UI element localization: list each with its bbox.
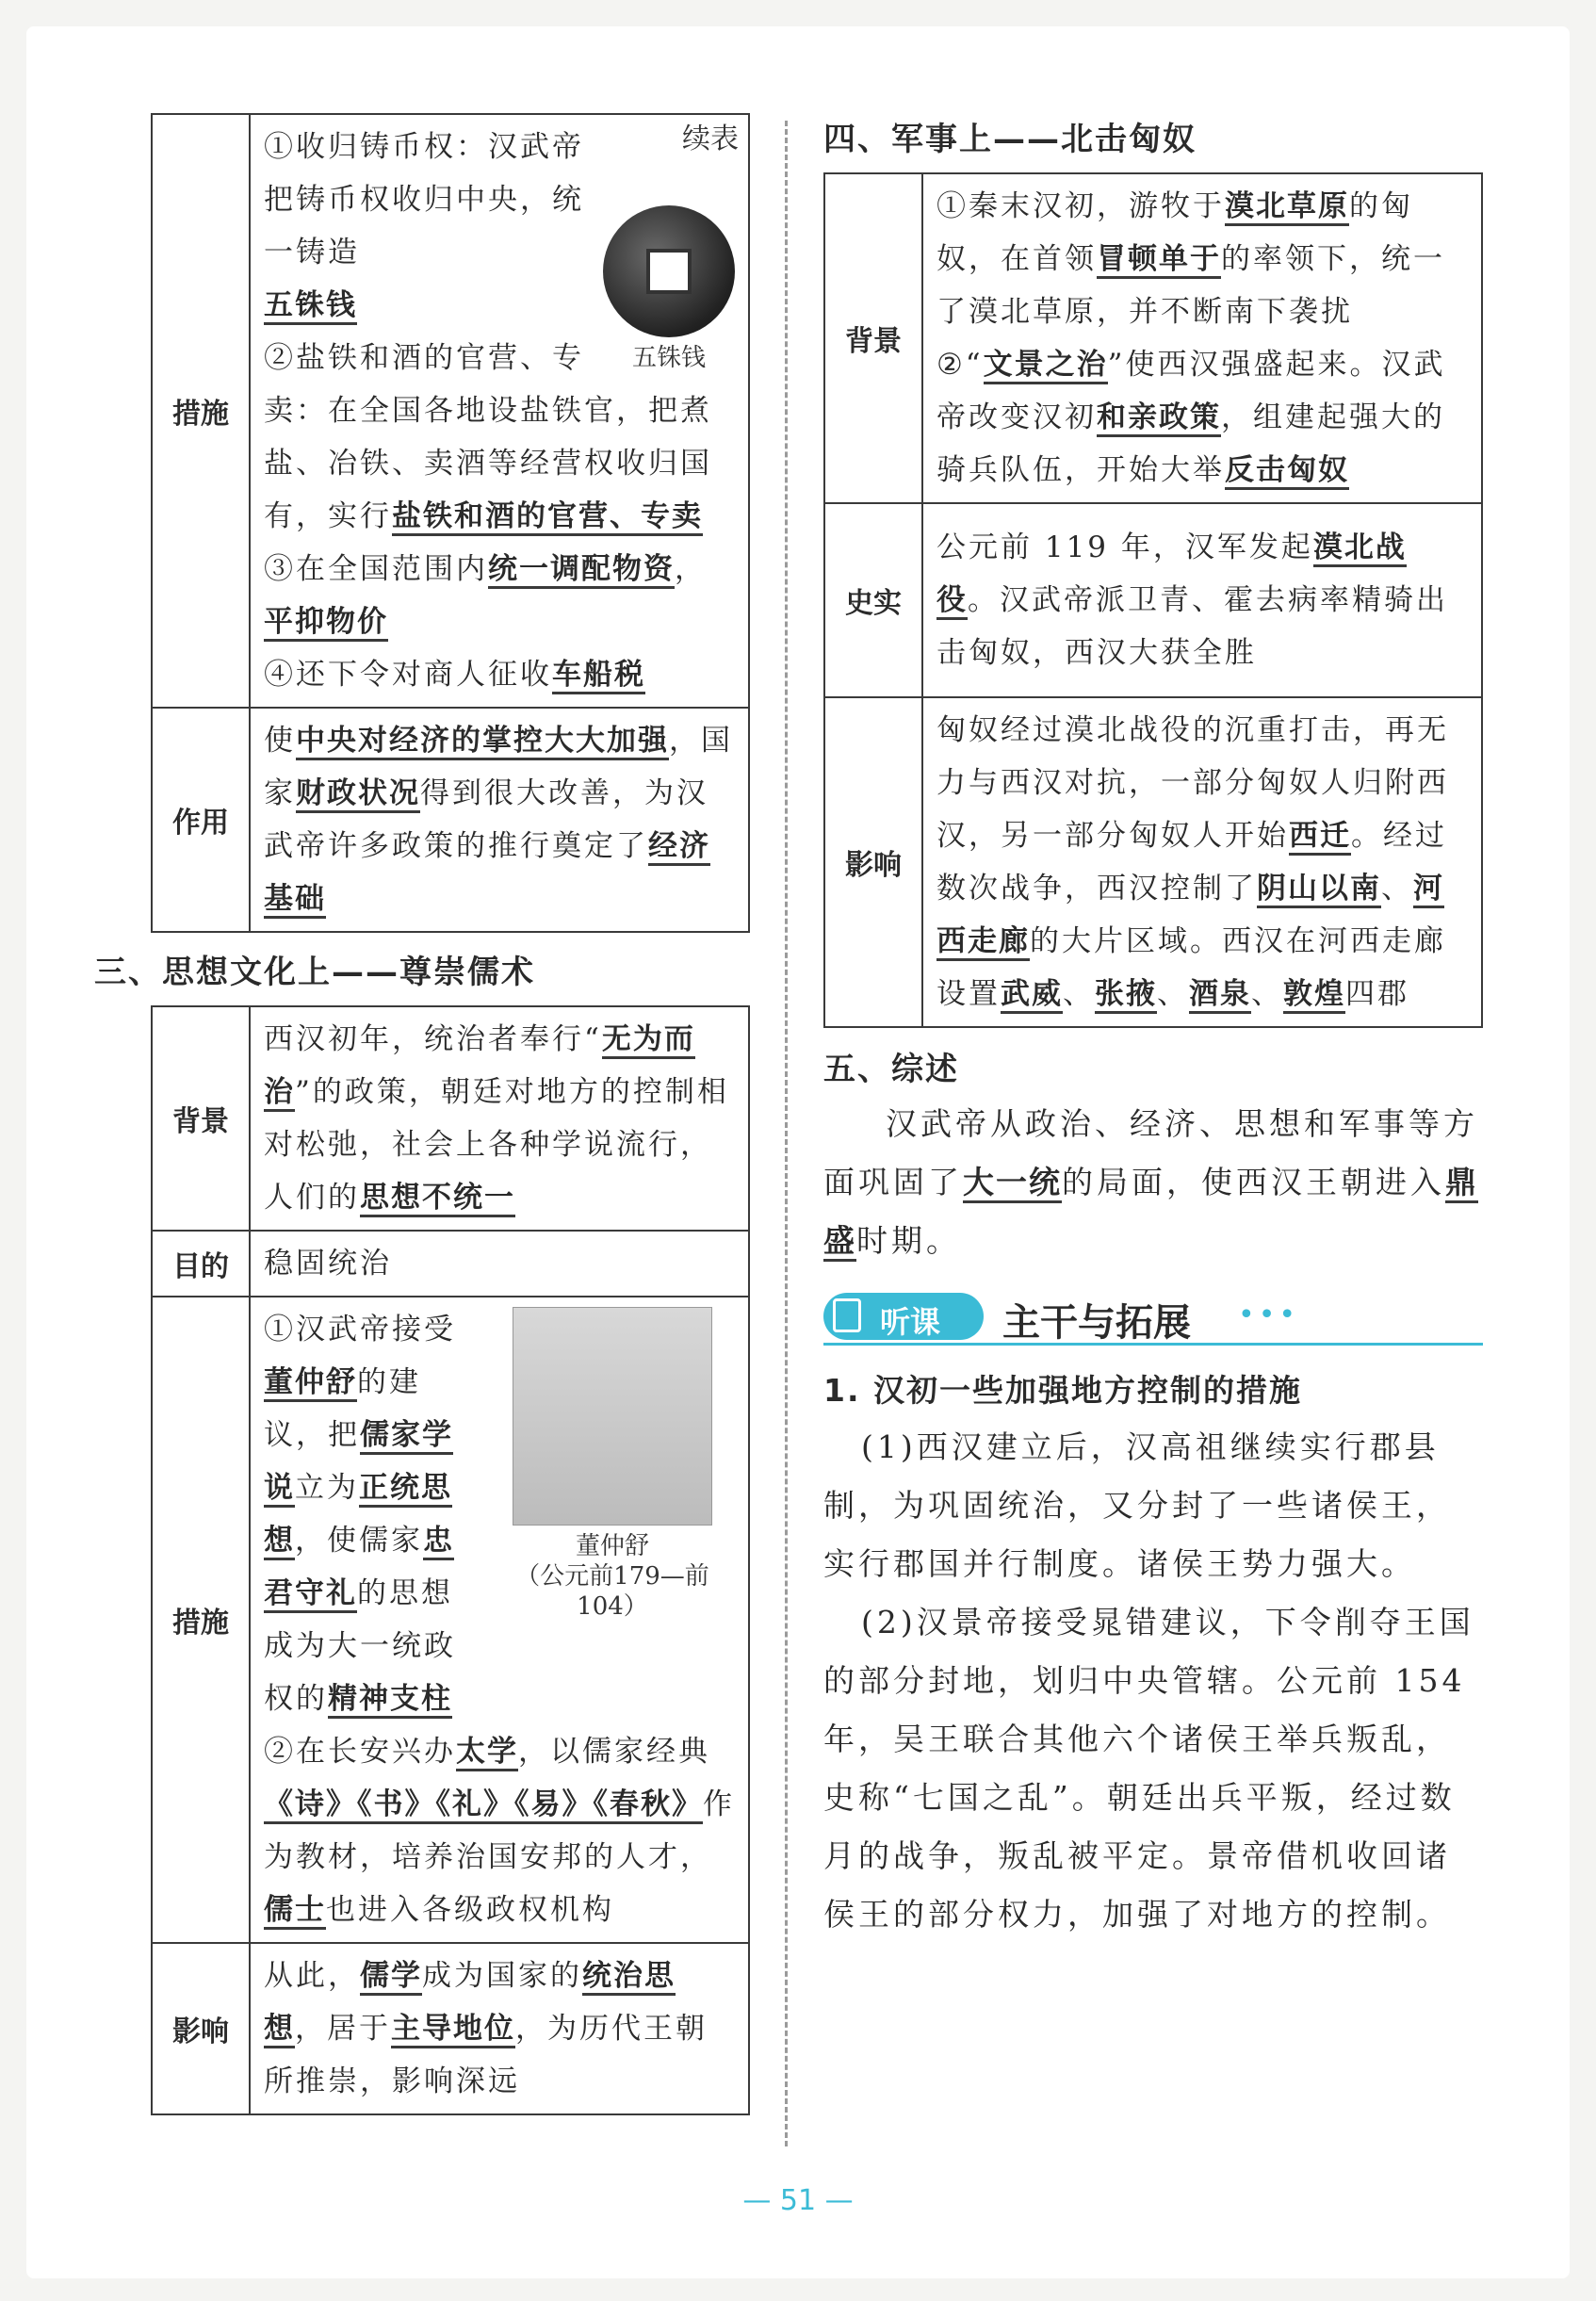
coin-image bbox=[603, 205, 735, 337]
continued-label: 续表 bbox=[682, 122, 739, 155]
keyword: 正统思想 bbox=[264, 1471, 452, 1560]
row-label-goal: 目的 bbox=[152, 1231, 250, 1297]
text: 也进入各级政权机构 bbox=[326, 1893, 614, 1927]
text: ②盐铁和酒的官营、专卖：在全国各地设盐铁官，把煮盐、冶铁、卖酒等经营权收归国有，实行 bbox=[264, 341, 712, 533]
keyword: 河西走廊 bbox=[936, 872, 1444, 961]
text: 、 bbox=[1381, 872, 1413, 906]
item1-paragraph-1: (1)西汉建立后，汉高祖继续实行郡县制，为巩固统治，又分封了一些诸侯王，实行郡国并行制度。诸侯王势力强大。 bbox=[823, 1428, 1451, 1582]
culture-impact bbox=[250, 1943, 749, 2114]
keyword: 儒家学说 bbox=[264, 1418, 453, 1508]
section4-title: 四、军事上——北击匈奴 bbox=[823, 121, 1197, 158]
text: ，居于 bbox=[295, 2012, 391, 2046]
row-label-background: 背景 bbox=[824, 173, 922, 503]
keyword: 统一调配物资 bbox=[488, 552, 675, 589]
text: 的局面，使西汉王朝进入 bbox=[1062, 1164, 1445, 1200]
keyword: 漠北战役 bbox=[936, 530, 1407, 620]
keyword: 太学 bbox=[456, 1735, 518, 1771]
keyword: 思想不统一 bbox=[360, 1181, 515, 1217]
coin-caption: 五铢钱 bbox=[631, 344, 706, 372]
text: 四郡 bbox=[1345, 977, 1409, 1011]
keyword: 武威 bbox=[1001, 977, 1063, 1014]
keyword: 五铢钱 bbox=[264, 288, 357, 325]
banner-title: 主干与拓展 bbox=[1002, 1301, 1191, 1345]
text: ，为历代王朝所推崇，影响深远 bbox=[264, 2012, 708, 2098]
keyword: 冒顿单于 bbox=[1097, 242, 1221, 279]
text: ，以儒家经典 bbox=[518, 1735, 710, 1769]
keyword: 反击匈奴 bbox=[1225, 453, 1349, 490]
document-icon bbox=[833, 1298, 861, 1332]
culture-background bbox=[250, 1006, 749, 1231]
military-impact bbox=[922, 697, 1482, 1027]
text: ，国家 bbox=[264, 724, 733, 810]
keyword: 儒士 bbox=[264, 1893, 326, 1930]
text: ①收归铸币权：汉武帝把铸币权收归中央，统一铸造 bbox=[264, 130, 584, 269]
text: ，使儒家 bbox=[295, 1524, 423, 1558]
text: ②在长安兴办 bbox=[264, 1735, 456, 1769]
text: 汉武帝从政治、经济、思想和军事等方面巩固了 bbox=[823, 1105, 1478, 1200]
economy-measures bbox=[250, 114, 749, 708]
portrait-years: （公元前179—前104） bbox=[515, 1562, 709, 1621]
banner-pill-label: 听课 bbox=[880, 1304, 941, 1340]
right-column bbox=[823, 113, 1483, 1944]
keyword: 车船税 bbox=[552, 658, 645, 694]
text: 、 bbox=[1063, 977, 1095, 1011]
text: ①秦末汉初，游牧于 bbox=[936, 189, 1225, 223]
keyword: 董仲舒 bbox=[264, 1365, 357, 1402]
section5-title: 五、综述 bbox=[823, 1051, 959, 1088]
keyword: 精神支柱 bbox=[328, 1682, 452, 1719]
keyword: 阴山以南 bbox=[1257, 872, 1381, 908]
keyword: 无为而治 bbox=[264, 1022, 695, 1112]
economy-table bbox=[151, 113, 750, 933]
text: 、 bbox=[1157, 977, 1189, 1011]
text: ①汉武帝接受 bbox=[264, 1313, 456, 1346]
portrait-figure bbox=[490, 1307, 735, 1622]
item1-paragraph-2: (2)汉景帝接受晁错建议，下令削夺王国的部分封地，划归中央管辖。公元前 154 年，吴王联合其他六个诸侯王举兵叛乱，史称“七国之乱”。朝廷出兵平叛，经过数月的战争，叛乱被平定。景帝借机收回诸侯王的部分权力，加强了对地方的控制。 bbox=[823, 1604, 1474, 1933]
summary-paragraph bbox=[823, 1095, 1483, 1270]
keyword: 盐铁和酒的官营、专卖 bbox=[392, 499, 703, 536]
text: 。汉武帝派卫青、霍去病率精骑出击匈奴，西汉大获全胜 bbox=[936, 583, 1448, 670]
row-label-background: 背景 bbox=[152, 1006, 250, 1231]
keyword: 统治思想 bbox=[264, 1959, 676, 2048]
keyword: 主导地位 bbox=[391, 2012, 515, 2048]
keyword: 儒学 bbox=[360, 1959, 422, 1996]
keyword: 酒泉 bbox=[1189, 977, 1251, 1014]
keyword: 平抑物价 bbox=[264, 605, 388, 642]
column-divider bbox=[785, 121, 788, 2146]
military-table bbox=[823, 172, 1483, 1028]
banner-dots: ••• bbox=[1238, 1298, 1300, 1331]
coin-figure bbox=[603, 205, 735, 373]
military-facts bbox=[922, 503, 1482, 697]
culture-table bbox=[151, 1005, 750, 2115]
text: 的思想成为大一统政权的 bbox=[264, 1576, 456, 1716]
text: 、 bbox=[1251, 977, 1283, 1011]
text: 从此， bbox=[264, 1959, 360, 1993]
text: 的匈奴，在首领 bbox=[936, 189, 1413, 276]
keyword: 财政状况 bbox=[296, 776, 420, 813]
keyword: 漠北草原 bbox=[1225, 189, 1349, 226]
text: ”的政策，朝廷对地方的控制相对松弛，社会上各种学说流行，人们的 bbox=[264, 1075, 729, 1215]
keyword: 大一统 bbox=[963, 1164, 1062, 1203]
keyword: 忠君守礼 bbox=[264, 1524, 454, 1613]
page-number: — 51 — bbox=[742, 2184, 854, 2217]
text: ，组建起强大的骑兵队伍，开始大举 bbox=[936, 400, 1445, 487]
keyword: 文景之治 bbox=[984, 348, 1108, 384]
left-column bbox=[94, 113, 750, 2115]
text: 。经过数次战争，西汉控制了 bbox=[936, 819, 1447, 906]
keyword: 鼎盛 bbox=[823, 1164, 1478, 1262]
keyword: 中央对经济的掌控大大加强 bbox=[296, 724, 669, 760]
row-label-impact: 影响 bbox=[152, 1943, 250, 2114]
text: 的大片区域。西汉在河西走廊设置 bbox=[936, 924, 1446, 1011]
text: 的率领下，统一了漠北草原，并不断南下袭扰 bbox=[936, 242, 1445, 329]
text: 作为教材，培养治国安邦的人才， bbox=[264, 1787, 735, 1874]
text: 匈奴经过漠北战役的沉重打击，再无力与西汉对抗，一部分匈奴人归附西汉，另一部分匈奴人开始 bbox=[936, 713, 1449, 853]
text: 的建议，把 bbox=[264, 1365, 421, 1452]
keyword: 和亲政策 bbox=[1097, 400, 1221, 437]
text: ”使西汉强盛起来。汉武帝改变汉初 bbox=[936, 348, 1446, 434]
text: ④还下令对商人征收 bbox=[264, 658, 552, 692]
item1-title: 1. 汉初一些加强地方控制的措施 bbox=[823, 1372, 1302, 1409]
section3-title: 三、思想文化上——尊崇儒术 bbox=[94, 954, 535, 991]
row-label-effect: 作用 bbox=[152, 708, 250, 932]
text: 得到很大改善，为汉武帝许多政策的推行奠定了 bbox=[264, 776, 708, 863]
keyword: 《诗》《书》《礼》《易》《春秋》 bbox=[264, 1787, 703, 1824]
row-label-measures: 措施 bbox=[152, 1297, 250, 1943]
text: 使 bbox=[264, 724, 296, 758]
text: 西汉初年，统治者奉行“ bbox=[264, 1022, 602, 1056]
keyword: 张掖 bbox=[1095, 977, 1157, 1014]
text: ③在全国范围内 bbox=[264, 552, 488, 586]
row-label-facts: 史实 bbox=[824, 503, 922, 697]
text: ②“ bbox=[936, 348, 984, 382]
text: 时期。 bbox=[856, 1222, 961, 1259]
dong-zhongshu-portrait bbox=[513, 1307, 712, 1526]
text: ， bbox=[675, 552, 707, 586]
portrait-caption: 董仲舒 bbox=[575, 1532, 649, 1560]
economy-effect bbox=[250, 708, 749, 932]
keyword: 敦煌 bbox=[1283, 977, 1345, 1014]
row-label-measures: 措施 bbox=[152, 114, 250, 708]
banner-underline bbox=[823, 1343, 1483, 1346]
keyword: 西迁 bbox=[1289, 819, 1351, 856]
culture-goal: 稳固统治 bbox=[250, 1231, 749, 1297]
row-label-impact: 影响 bbox=[824, 697, 922, 1027]
text: 公元前 119 年，汉军发起 bbox=[936, 530, 1313, 564]
keyword: 经济基础 bbox=[264, 829, 710, 919]
section-banner bbox=[823, 1289, 1483, 1346]
military-background bbox=[922, 173, 1482, 503]
text: 成为国家的 bbox=[422, 1959, 582, 1993]
text: 立为 bbox=[295, 1471, 359, 1505]
culture-measures bbox=[250, 1297, 749, 1943]
